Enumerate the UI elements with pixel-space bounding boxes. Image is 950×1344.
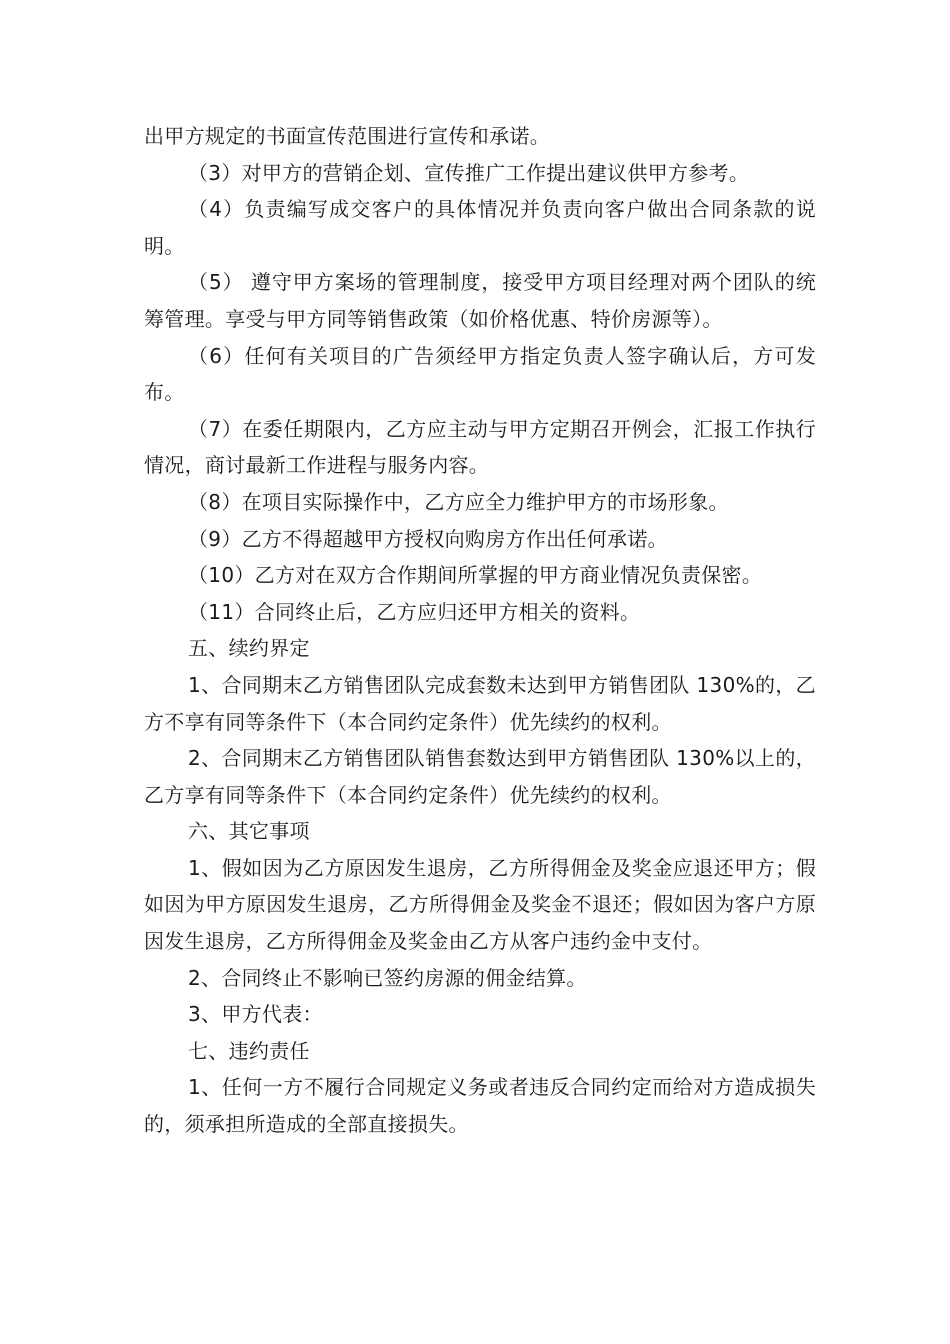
paragraph-8: （9）乙方不得超越甲方授权向购房方作出任何承诺。 [188,526,668,551]
document-body [144,118,816,1143]
paragraph-1: 出甲方规定的书面宣传范围进行宣传和承诺。 [144,124,550,148]
paragraph-4: （5） 遵守甲方案场的管理制度，接受甲方项目经理对两个团队的统筹管理。享受与甲方同等销售政策（如价格优惠、特价房源等）。 [144,270,816,331]
paragraph-17: 3、甲方代表： [188,1002,323,1027]
paragraph-10: （11）合同终止后，乙方应归还甲方相关的资料。 [188,599,641,624]
paragraph-15: 1、假如因为乙方原因发生退房，乙方所得佣金及奖金应退还甲方；假如因为甲方原因发生退房，乙方所得佣金及奖金不退还；假如因为客户方原因发生退房，乙方所得佣金及奖金由乙方从客户违约金中支付。 [144,855,816,954]
paragraph-13: 2、合同期末乙方销售团队销售套数达到甲方销售团队 130%以上的，乙方享有同等条件下（本合同约定条件）优先续约的权利。 [144,746,816,807]
paragraph-5: （6）任何有关项目的广告须经甲方指定负责人签字确认后，方可发布。 [144,343,816,405]
paragraph-7: （8）在项目实际操作中，乙方应全力维护甲方的市场形象。 [188,489,729,514]
paragraph-16: 2、合同终止不影响已签约房源的佣金结算。 [188,965,587,990]
paragraph-19: 1、任何一方不履行合同规定义务或者违反合同约定而给对方造成损失的，须承担所造成的全部直接损失。 [144,1075,816,1137]
section-heading-5: 五、续约界定 [188,636,310,661]
section-heading-7: 七、违约责任 [188,1038,310,1063]
paragraph-6: （7）在委任期限内，乙方应主动与甲方定期召开例会，汇报工作执行情况，商讨最新工作进程与服务内容。 [144,416,816,478]
paragraph-9: （10）乙方对在双方合作期间所掌握的甲方商业情况负责保密。 [188,563,763,588]
paragraph-3: （4）负责编写成交客户的具体情况并负责向客户做出合同条款的说明。 [144,197,816,258]
paragraph-2: （3）对甲方的营销企划、宣传推广工作提出建议供甲方参考。 [188,160,750,185]
section-heading-6: 六、其它事项 [188,819,310,844]
paragraph-12: 1、合同期末乙方销售团队完成套数未达到甲方销售团队 130%的，乙方不享有同等条件下（本合同约定条件）优先续约的权利。 [144,672,816,734]
